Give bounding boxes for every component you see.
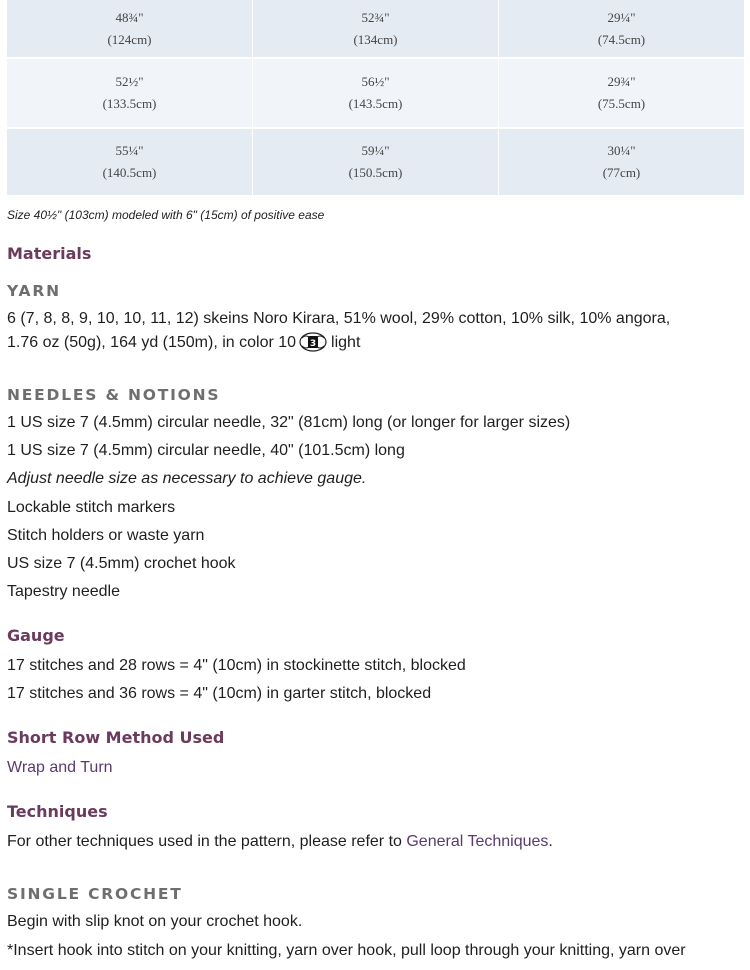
- size-table: [7, 0, 744, 197]
- notion-markers: Lockable stitch markers: [7, 499, 176, 516]
- techniques-text-post: .: [548, 833, 553, 850]
- table-row: [7, 128, 744, 196]
- needles-notions-heading: NEEDLES & NOTIONS: [7, 386, 221, 404]
- table-cell: 55¼" (140.5cm): [7, 128, 253, 196]
- techniques-text: [7, 831, 553, 853]
- yarn-line-2: [7, 332, 360, 359]
- yarn-weight-label: light: [331, 334, 361, 351]
- short-row-heading: Short Row Method Used: [7, 728, 225, 747]
- table-cell: 52½" (133.5cm): [7, 58, 253, 128]
- needle-line-2: 1 US size 7 (4.5mm) circular needle, 40" (101.5cm) long: [7, 442, 405, 459]
- gauge-heading: Gauge: [7, 626, 65, 645]
- yarn-heading: YARN: [7, 282, 61, 300]
- materials-heading: Materials: [7, 244, 92, 263]
- table-cell: 29¾" (75.5cm): [499, 58, 745, 128]
- table-cell: 52¾" (134cm): [253, 0, 499, 58]
- table-cell: 48¾" (124cm): [7, 0, 253, 58]
- table-row: [7, 58, 744, 128]
- yarn-weight-3-icon: [299, 332, 327, 359]
- general-techniques-link[interactable]: General Techniques: [406, 833, 549, 850]
- table-row: [7, 0, 744, 58]
- notion-crochet-hook: US size 7 (4.5mm) crochet hook: [7, 555, 236, 572]
- size-note: Size 40½" (103cm) modeled with 6" (15cm) of positive ease: [7, 208, 325, 222]
- wrap-and-turn-link[interactable]: Wrap and Turn: [7, 759, 113, 776]
- table-cell: 59¼" (150.5cm): [253, 128, 499, 196]
- yarn-line-2-text: 1.76 oz (50g), 164 yd (150m), in color 10: [7, 334, 297, 351]
- needle-line-1: 1 US size 7 (4.5mm) circular needle, 32" (81cm) long (or longer for larger sizes): [7, 414, 571, 431]
- notion-tapestry-needle: Tapestry needle: [7, 583, 120, 600]
- svg-text:3: 3: [309, 339, 317, 349]
- table-cell: 56½" (143.5cm): [253, 58, 499, 128]
- single-crochet-line-2: *Insert hook into stitch on your knitting, yarn over hook, pull loop through your knitting, yarn over: [7, 942, 686, 959]
- table-cell: 30¼" (77cm): [499, 128, 745, 196]
- techniques-text-pre: For other techniques used in the pattern, please refer to: [7, 833, 407, 850]
- needle-gauge-note: Adjust needle size as necessary to achieve gauge.: [7, 470, 367, 487]
- notion-holders: Stitch holders or waste yarn: [7, 527, 205, 544]
- single-crochet-line-1: Begin with slip knot on your crochet hook.: [7, 913, 303, 930]
- table-cell: 29¼" (74.5cm): [499, 0, 745, 58]
- single-crochet-heading: SINGLE CROCHET: [7, 885, 183, 903]
- gauge-line-1: 17 stitches and 28 rows = 4" (10cm) in stockinette stitch, blocked: [7, 657, 466, 674]
- gauge-line-2: 17 stitches and 36 rows = 4" (10cm) in garter stitch, blocked: [7, 685, 432, 702]
- techniques-heading: Techniques: [7, 802, 108, 821]
- yarn-line-1: 6 (7, 8, 8, 9, 10, 10, 11, 12) skeins Noro Kirara, 51% wool, 29% cotton, 10% silk, 10% angora,: [7, 310, 671, 327]
